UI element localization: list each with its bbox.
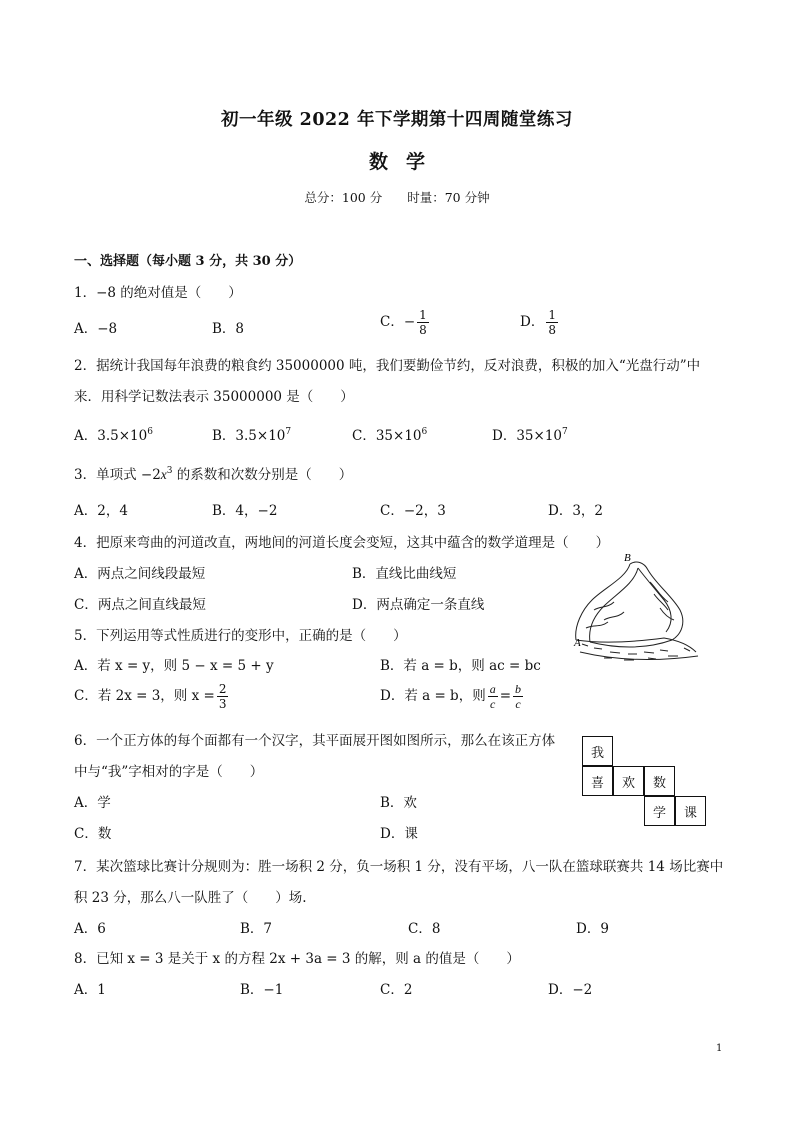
- fraction-denominator: 3: [218, 697, 227, 711]
- question-6-line-2: 中与“我”字相对的字是（ ）: [74, 764, 264, 780]
- q2-option-d-base: D．35×10: [492, 428, 562, 444]
- q6-option-c: C．数: [74, 826, 112, 842]
- fraction-numerator: 2: [218, 682, 227, 696]
- q8-option-b: B．−1: [240, 982, 284, 998]
- section-heading: 一、选择题（每小题 3 分，共 30 分）: [74, 254, 302, 269]
- question-5-stem: 5．下列运用等式性质进行的变形中，正确的是（ ）: [74, 628, 407, 644]
- q2-option-b-base: B．3.5×10: [212, 428, 286, 444]
- question-6-line-1: 6．一个正方体的每个面都有一个汉字，其平面展开图如图所示，那么在该正方体: [74, 733, 556, 749]
- fraction-numerator: b: [515, 682, 522, 696]
- q3-option-c: C．−2，3: [380, 503, 446, 519]
- net-cell: 喜: [582, 766, 613, 796]
- q6-option-a: A．学: [74, 795, 111, 811]
- q7-option-d: D．9: [576, 921, 609, 937]
- q1-option-d-label: D．: [520, 314, 545, 330]
- river-figure: [564, 548, 714, 678]
- net-cell: 学: [644, 796, 675, 826]
- q5-option-c-fraction: [217, 683, 229, 710]
- q2-option-a: [74, 424, 153, 444]
- q2-option-b-exponent: 7: [285, 427, 292, 437]
- q1-option-d-fraction: [546, 309, 558, 336]
- question-3-stem: [74, 463, 352, 483]
- q3-stem-suffix: 的系数和次数分别是（ ）: [172, 467, 353, 483]
- q5-option-a: A．若 x = y，则 5 − x = 5 + y: [74, 658, 274, 674]
- fraction-denominator: c: [515, 697, 521, 711]
- point-b-label: B: [624, 552, 631, 564]
- net-cell: 数: [644, 766, 675, 796]
- q7-option-c: C．8: [408, 921, 441, 937]
- question-4-stem: 4．把原来弯曲的河道改直，两地间的河道长度会变短，这其中蕴含的数学道理是（ ）: [74, 535, 610, 551]
- question-8-stem: 8．已知 x = 3 是关于 x 的方程 2x + 3a = 3 的解，则 a 的值是（ ）: [74, 951, 520, 967]
- question-2-line-1: 2．据统计我国每年浪费的粮食约 35000000 吨，我们要勤俭节约，反对浪费，积极的加入“光盘行动”中: [74, 358, 701, 374]
- net-cell: 我: [582, 736, 613, 766]
- q5-option-b: B．若 a = b，则 ac = bc: [380, 658, 541, 674]
- q4-option-d: D．两点确定一条直线: [352, 597, 485, 613]
- q2-option-a-exponent: 6: [147, 427, 153, 437]
- q2-option-a-base: A．3.5×10: [74, 428, 148, 444]
- q5-option-d-left-fraction: [488, 683, 498, 710]
- q5-option-d-text: D．若 a = b，则: [380, 688, 486, 704]
- q4-option-c: C．两点之间直线最短: [74, 597, 206, 613]
- exam-meta: 总分：100 分 时量：70 分钟: [304, 190, 490, 205]
- fraction-numerator: a: [489, 682, 496, 696]
- q1-option-c-fraction: [417, 309, 429, 336]
- q1-option-d: [520, 309, 560, 336]
- q5-option-d: [380, 683, 525, 710]
- fraction-numerator: 1: [548, 308, 556, 322]
- q8-option-a: A．1: [74, 982, 106, 998]
- q5-option-d-right-fraction: [513, 683, 523, 710]
- fraction-denominator: 8: [419, 323, 427, 337]
- q3-option-b: B．4，−2: [212, 503, 278, 519]
- question-7-line-2: 积 23 分，那么八一队胜了（ ）场.: [74, 890, 307, 906]
- q3-option-a: A．2，4: [74, 503, 128, 519]
- q3-stem-prefix: 3．单项式 −2: [74, 467, 161, 483]
- net-cell: 欢: [613, 766, 644, 796]
- q1-option-b: B．8: [212, 321, 245, 337]
- q3-option-d: D．3，2: [548, 503, 604, 519]
- q3-stem-variable: x: [160, 467, 167, 482]
- point-a-label: A: [574, 637, 581, 649]
- q7-option-a: A．6: [74, 921, 106, 937]
- q6-option-b: B．欢: [380, 795, 417, 811]
- q3-stem-exponent: 3: [166, 466, 173, 476]
- page-number: 1: [716, 1043, 723, 1054]
- q8-option-c: C．2: [380, 982, 413, 998]
- question-1-stem: 1．−8 的绝对值是（ ）: [74, 285, 242, 301]
- q1-option-c: [380, 309, 431, 336]
- subject-title: 数学: [368, 151, 443, 173]
- q7-option-b: B．7: [240, 921, 273, 937]
- exam-title: 初一年级 2022 年下学期第十四周随堂练习: [221, 110, 573, 130]
- equals-sign: =: [499, 688, 512, 704]
- q5-option-c-text: C．若 2x = 3，则 x =: [74, 688, 215, 704]
- q2-option-d-exponent: 7: [562, 427, 568, 437]
- q2-option-d: [492, 424, 568, 444]
- question-7-line-1: 7．某次篮球比赛计分规则为：胜一场积 2 分，负一场积 1 分，没有平场，八一队在篮球联赛共 14 场比赛中: [74, 859, 724, 875]
- fraction-denominator: 8: [548, 323, 556, 337]
- q2-option-b: [212, 424, 291, 444]
- q4-option-a: A．两点之间线段最短: [74, 566, 206, 582]
- q5-option-c: [74, 683, 230, 710]
- q6-option-d: D．课: [380, 826, 418, 842]
- q2-option-c-exponent: 6: [421, 427, 428, 437]
- q8-option-d: D．−2: [548, 982, 593, 998]
- question-2-line-2: 来．用科学记数法表示 35000000 是（ ）: [74, 389, 354, 405]
- q2-option-c: [352, 424, 427, 444]
- fraction-denominator: c: [490, 697, 496, 711]
- net-cell: 课: [675, 796, 706, 826]
- q1-option-a: A．−8: [74, 321, 118, 337]
- q2-option-c-base: C．35×10: [352, 428, 422, 444]
- q4-option-b: B．直线比曲线短: [352, 566, 457, 582]
- fraction-numerator: 1: [419, 308, 427, 322]
- q1-option-c-label: C．−: [380, 314, 416, 330]
